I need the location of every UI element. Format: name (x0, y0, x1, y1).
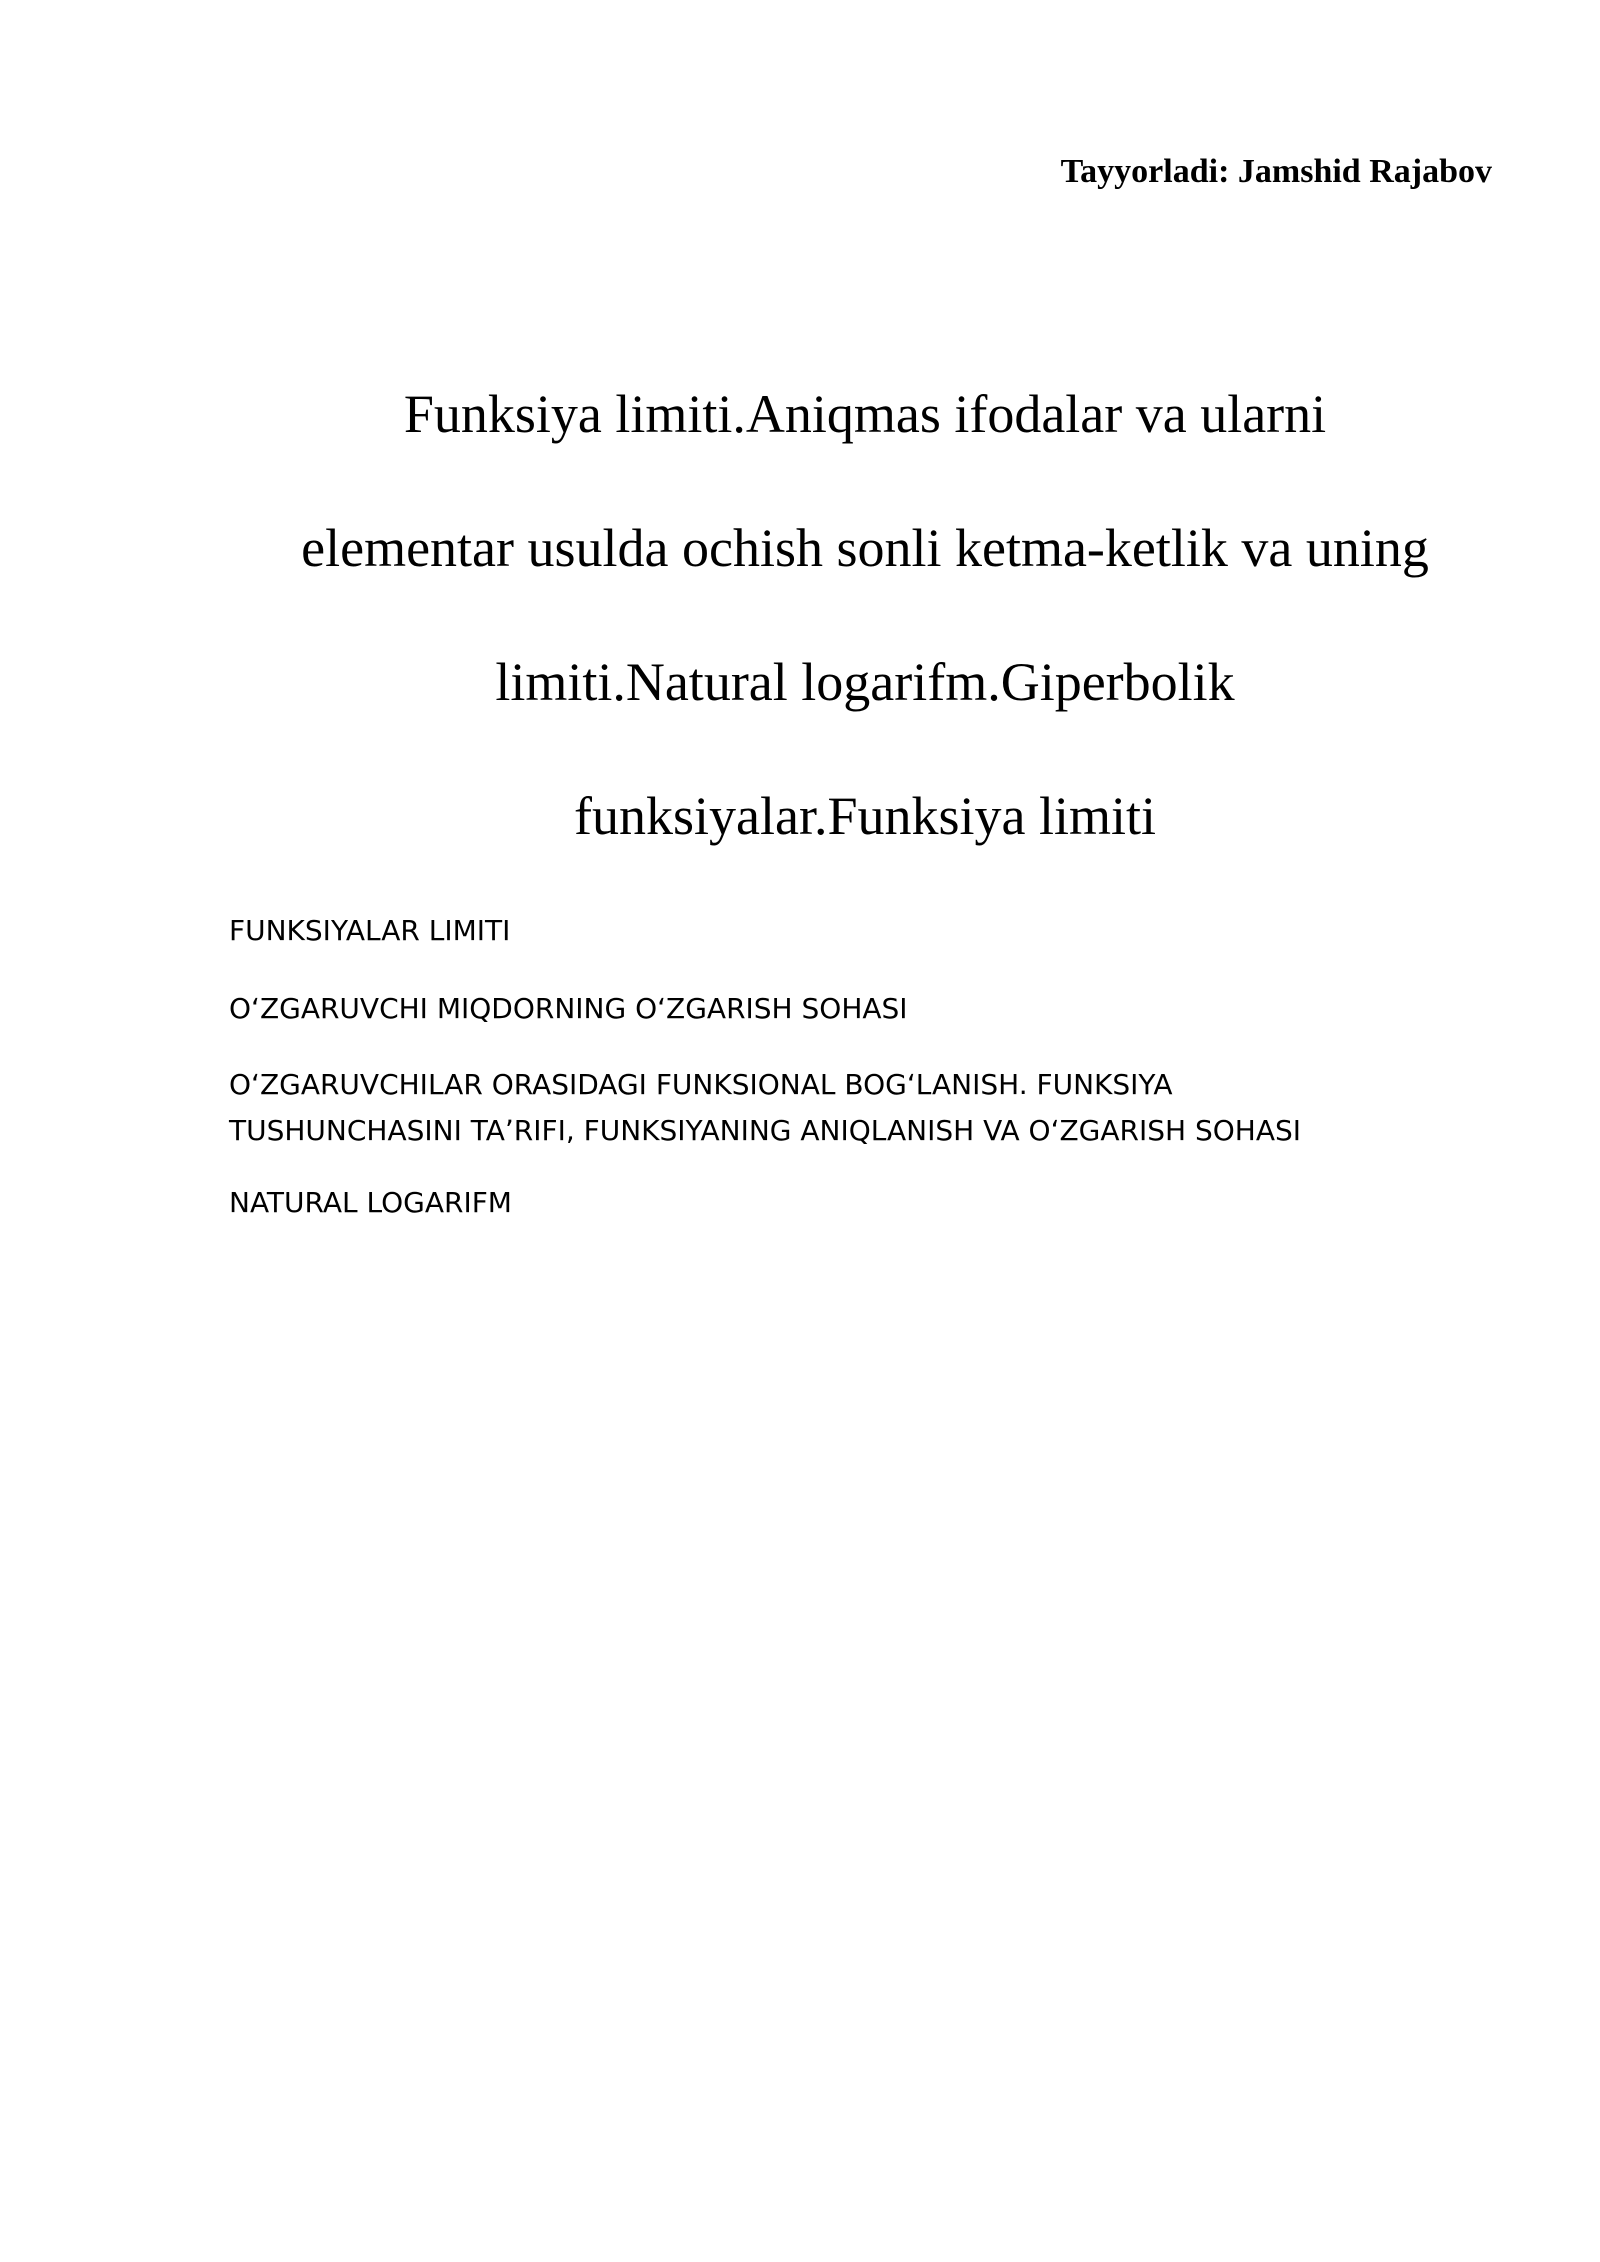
contents-item (229, 1180, 1499, 1226)
title-line: Funksiya limiti.Aniqmas ifodalar va ularni (403, 384, 1327, 444)
document-title (220, 314, 1510, 917)
contents-item-text: NATURAL LOGARIFM (229, 1186, 512, 1219)
title-line: limiti.Natural logarifm.Giperbolik (495, 652, 1235, 712)
contents-list (229, 908, 1499, 1258)
contents-item (229, 986, 1499, 1032)
contents-item (229, 1062, 1499, 1154)
author-line: Tayyorladi: Jamshid Rajabov (1060, 153, 1492, 190)
contents-item-text: OʻZGARUVCHI MIQDORNING OʻZGARISH SOHASI (229, 992, 908, 1025)
title-line: funksiyalar.Funksiya limiti (574, 786, 1156, 846)
contents-item (229, 908, 1499, 954)
contents-item-text: TUSHUNCHASINI TAʼRIFI, FUNKSIYANING ANIQLANISH VA OʻZGARISH SOHASI (229, 1114, 1301, 1147)
contents-item-text: FUNKSIYALAR LIMITI (229, 914, 511, 947)
title-line: elementar usulda ochish sonli ketma-ketlik va uning (301, 518, 1429, 578)
contents-item-text: OʻZGARUVCHILAR ORASIDAGI FUNKSIONAL BOGʻLANISH. FUNKSIYA (229, 1068, 1173, 1101)
